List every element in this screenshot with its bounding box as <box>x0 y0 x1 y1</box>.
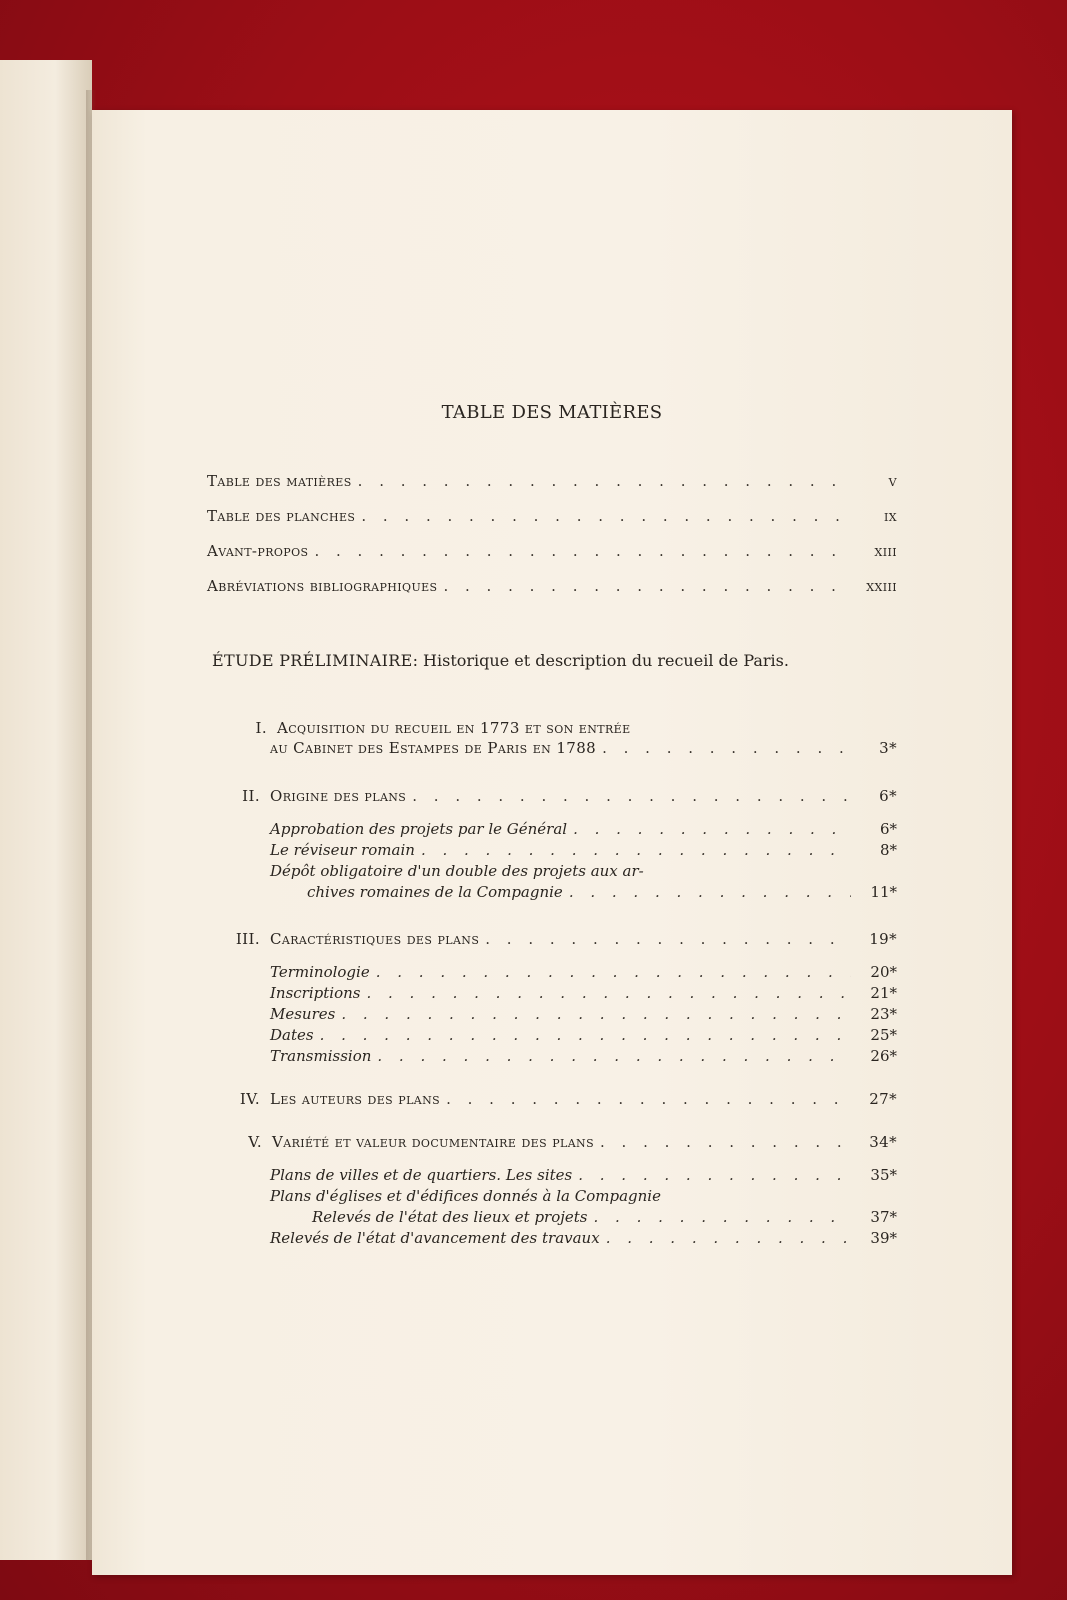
leader-dots <box>366 984 851 1002</box>
leader-dots <box>314 542 851 560</box>
section-5-item-2-line2 <box>312 1208 897 1226</box>
subsection-page: 23* <box>870 1005 897 1023</box>
section-5 <box>242 1133 897 1151</box>
section-2-item-3-line1 <box>270 862 644 880</box>
table-of-contents <box>92 110 1012 1575</box>
leader-dots <box>594 1208 851 1226</box>
study-title: ÉTUDE PRÉLIMINAIRE <box>212 651 413 670</box>
leader-dots <box>446 1090 851 1108</box>
section-2-item-3-line2 <box>307 883 897 901</box>
subsection-label: Plans de villes et de quartiers. Les sites <box>270 1166 573 1184</box>
section-1-line1 <box>247 719 631 737</box>
leader-dots <box>443 577 851 595</box>
subsection-label: Le réviseur romain <box>270 841 415 859</box>
section-3 <box>227 930 897 948</box>
section-3-item-2 <box>270 984 897 1002</box>
subsection-page: 8* <box>879 841 897 859</box>
subsection-label-cont: chives romaines de la Compagnie <box>307 883 563 901</box>
toc-entry-label: Avant-propos <box>207 542 309 560</box>
section-2-item-2 <box>270 841 897 859</box>
section-3-item-5 <box>270 1047 897 1065</box>
section-number: I. <box>255 719 267 737</box>
leader-dots <box>602 739 851 757</box>
section-label: Acquisition du recueil en 1773 et son entrée <box>277 719 631 737</box>
subsection-label: Relevés de l'état d'avancement des travaux <box>270 1229 600 1247</box>
subsection-label: Approbation des projets par le Général <box>270 820 568 838</box>
subsection-label: Inscriptions <box>270 984 361 1002</box>
toc-entry-label: Abréviations bibliographiques <box>207 577 438 595</box>
toc-entry-abreviations <box>207 577 897 595</box>
leader-dots <box>578 1166 851 1184</box>
leader-dots <box>377 1047 851 1065</box>
left-page <box>0 60 92 1560</box>
toc-entry-table-des-matieres <box>207 472 897 490</box>
toc-entry-label: Table des planches <box>207 507 356 525</box>
subsection-label: Terminologie <box>270 963 370 981</box>
subsection-label: Dépôt obligatoire d'un double des projets aux ar- <box>270 862 644 880</box>
leader-dots <box>358 472 851 490</box>
toc-entry-label: Table des matières <box>207 472 352 490</box>
section-3-item-3 <box>270 1005 897 1023</box>
subsection-page: 20* <box>870 963 897 981</box>
section-2-item-1 <box>270 820 897 838</box>
section-number: IV. <box>239 1090 260 1108</box>
subsection-page: 35* <box>870 1166 897 1184</box>
leader-dots <box>412 787 851 805</box>
subsection-page: 6* <box>879 820 897 838</box>
leader-dots <box>376 963 851 981</box>
leader-dots <box>569 883 851 901</box>
subsection-page: 25* <box>870 1026 897 1044</box>
subsection-page: 21* <box>870 984 897 1002</box>
leader-dots <box>606 1229 851 1247</box>
section-page: 27* <box>869 1090 897 1108</box>
subsection-page: 37* <box>870 1208 897 1226</box>
toc-entry-table-des-planches <box>207 507 897 525</box>
subsection-label: Plans d'églises et d'édifices donnés à la Compagnie <box>270 1187 661 1205</box>
subsection-page: 11* <box>870 883 897 901</box>
leader-dots <box>485 930 851 948</box>
subsection-page: 39* <box>870 1229 897 1247</box>
subsection-label: Mesures <box>270 1005 336 1023</box>
toc-entry-page: ix <box>884 507 897 525</box>
section-number: II. <box>242 787 260 805</box>
section-1-line2 <box>270 739 897 757</box>
section-label-cont: au Cabinet des Estampes de Paris en 1788 <box>270 739 597 757</box>
section-page: 19* <box>869 930 897 948</box>
leader-dots <box>361 507 851 525</box>
book-page <box>92 110 1012 1575</box>
section-page: 3* <box>879 739 897 757</box>
toc-entry-page: xxiii <box>866 577 897 595</box>
section-3-item-1 <box>270 963 897 981</box>
toc-entry-avant-propos <box>207 542 897 560</box>
leader-dots <box>600 1133 851 1151</box>
subsection-label: Transmission <box>270 1047 372 1065</box>
toc-entry-page: v <box>888 472 897 490</box>
section-page: 34* <box>869 1133 897 1151</box>
leader-dots <box>320 1026 851 1044</box>
section-label: Origine des plans <box>270 787 407 805</box>
study-subtitle: : Historique et description du recueil de Paris. <box>412 651 789 670</box>
section-number: V. <box>248 1133 262 1151</box>
leader-dots <box>573 820 851 838</box>
subsection-label-cont: Relevés de l'état des lieux et projets <box>312 1208 588 1226</box>
section-5-item-3 <box>270 1229 897 1247</box>
subsection-page: 26* <box>870 1047 897 1065</box>
section-3-item-4 <box>270 1026 897 1044</box>
toc-entry-page: xiii <box>874 542 897 560</box>
subsection-label: Dates <box>270 1026 314 1044</box>
section-5-item-2-line1 <box>270 1187 661 1205</box>
section-2 <box>232 787 897 805</box>
section-number: III. <box>235 930 260 948</box>
section-label: Variété et valeur documentaire des plans <box>272 1133 595 1151</box>
section-page: 6* <box>879 787 897 805</box>
page-title: TABLE DES MATIÈRES <box>441 402 663 423</box>
section-label: Les auteurs des plans <box>270 1090 441 1108</box>
leader-dots <box>341 1005 851 1023</box>
study-heading <box>212 650 902 672</box>
leader-dots <box>421 841 851 859</box>
section-label: Caractéristiques des plans <box>270 930 480 948</box>
section-5-item-1 <box>270 1166 897 1184</box>
section-4 <box>230 1090 897 1108</box>
